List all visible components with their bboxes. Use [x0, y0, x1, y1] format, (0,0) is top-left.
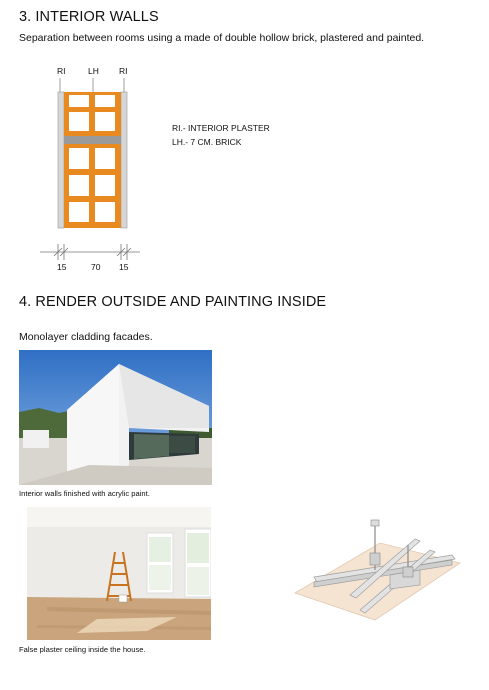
dimension-right: 15 [119, 262, 129, 272]
wall-section-diagram [40, 76, 140, 276]
legend-ri: RI.- INTERIOR PLASTER [172, 123, 270, 133]
caption-acrylic-paint: Interior walls finished with acrylic paint. [19, 489, 150, 498]
section-4-heading: 4. RENDER OUTSIDE AND PAINTING INSIDE [19, 294, 327, 310]
dimension-middle: 70 [91, 262, 101, 272]
plaster-left [58, 92, 64, 228]
exterior-house-photo [19, 350, 212, 485]
brick-bottom [64, 144, 121, 228]
dimension-line [40, 244, 140, 260]
section-3-description: Separation between rooms using a made of double hollow brick, plastered and painted. [19, 32, 425, 44]
label-ri-right: RI [119, 66, 128, 76]
label-lh: LH [88, 66, 99, 76]
label-ri-left: RI [57, 66, 66, 76]
plaster-right [121, 92, 127, 228]
section-3-heading: 3. INTERIOR WALLS [19, 9, 159, 25]
section-4-intro: Monolayer cladding facades. [19, 331, 153, 343]
dimension-left: 15 [57, 262, 67, 272]
mortar-joint [64, 136, 121, 144]
caption-false-ceiling: False plaster ceiling inside the house. [19, 645, 146, 654]
legend-lh: LH.- 7 CM. BRICK [172, 137, 242, 147]
brick-top [64, 92, 121, 136]
false-ceiling-diagram [290, 515, 465, 625]
interior-room-photo [27, 507, 211, 640]
